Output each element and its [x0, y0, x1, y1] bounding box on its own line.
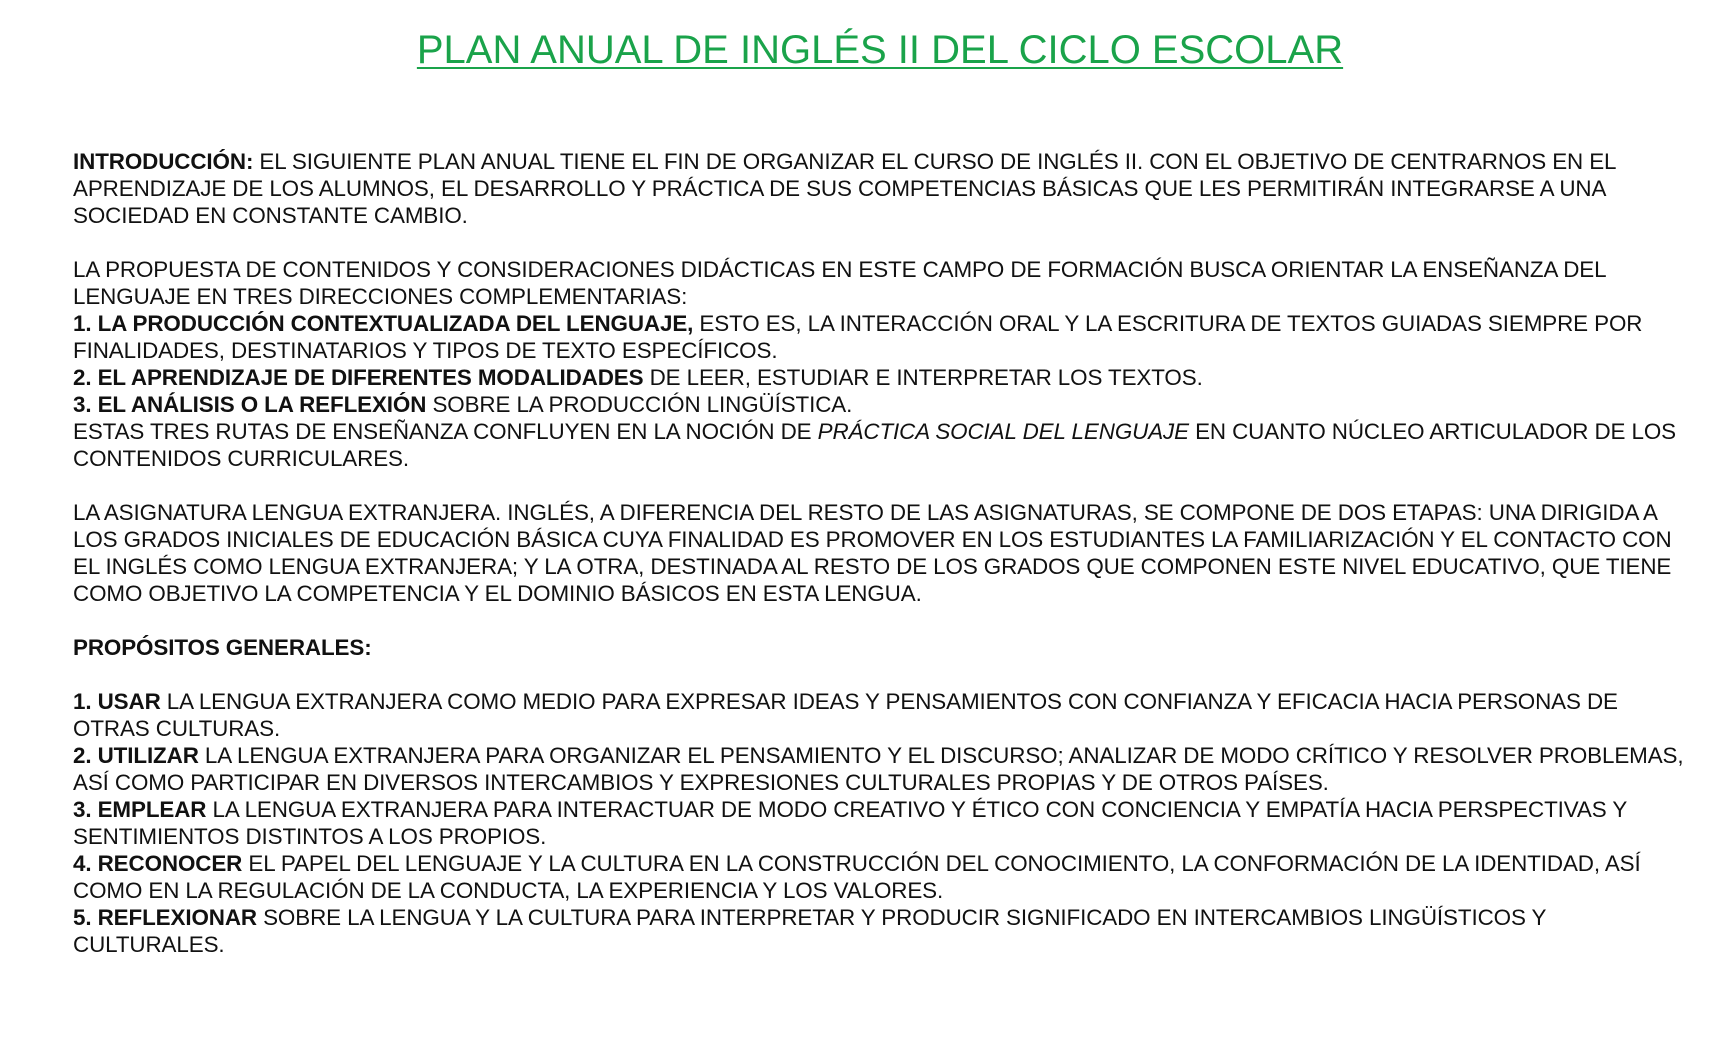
proposal-paragraph: LA PROPUESTA DE CONTENIDOS Y CONSIDERACIONES DIDÁCTICAS EN ESTE CAMPO DE FORMACIÓN BUSCA ORIENTAR LA ENSEÑANZA DEL LENGUAJE EN TRES DIRECCIONES COMPLEMENTARIAS:: [73, 257, 1606, 309]
purpose-item-text: LA LENGUA EXTRANJERA COMO MEDIO PARA EXPRESAR IDEAS Y PENSAMIENTOS CON CONFIANZA Y EFICACIA HACIA PERSONAS DE OTRAS CULTURAS.: [73, 689, 1618, 741]
purpose-item: [73, 796, 1693, 850]
document-body: [73, 148, 1693, 958]
paragraph-gap: [73, 229, 1693, 256]
intro-paragraph: [73, 148, 1693, 229]
routes-italic-term: PRÁCTICA SOCIAL DEL LENGUAJE: [817, 419, 1189, 444]
purpose-item-text: LA LENGUA EXTRANJERA PARA ORGANIZAR EL PENSAMIENTO Y EL DISCURSO; ANALIZAR DE MODO CRÍTICO Y RESOLVER PROBLEMAS, ASÍ COMO PARTICIPAR EN DIVERSOS INTERCAMBIOS Y EXPRESIONES CULTURALES PROPIAS Y DE OTROS PAÍSES.: [73, 743, 1684, 795]
page-title: PLAN ANUAL DE INGLÉS II DEL CICLO ESCOLAR: [416, 28, 1344, 72]
proposal-item: [73, 310, 1693, 364]
intro-label: INTRODUCCIÓN:: [73, 149, 254, 174]
proposal-item: [73, 391, 1693, 418]
purpose-item-text: SOBRE LA LENGUA Y LA CULTURA PARA INTERPRETAR Y PRODUCIR SIGNIFICADO EN INTERCAMBIOS LINGÜÍSTICOS Y CULTURALES.: [73, 905, 1546, 957]
proposal-item: [73, 364, 1693, 391]
proposal-item-label: 3. EL ANÁLISIS O LA REFLEXIÓN: [73, 392, 427, 417]
purpose-item: [73, 742, 1693, 796]
purpose-item-label: 3. EMPLEAR: [73, 797, 207, 822]
purpose-item-label: 4. RECONOCER: [73, 851, 243, 876]
subject-paragraph: LA ASIGNATURA LENGUA EXTRANJERA. INGLÉS, A DIFERENCIA DEL RESTO DE LAS ASIGNATURAS, SE COMPONE DE DOS ETAPAS: UNA DIRIGIDA A LOS GRADOS INICIALES DE EDUCACIÓN BÁSICA CUYA FINALIDAD ES PROMOVER EN LOS ESTUDIANTES LA FAMILIARIZACIÓN Y EL CONTACTO CON EL INGLÉS COMO LENGUA EXTRANJERA; Y LA OTRA, DESTINADA AL RESTO DE LOS GRADOS QUE COMPONEN ESTE NIVEL EDUCATIVO, QUE TIENE COMO OBJETIVO LA COMPETENCIA Y EL DOMINIO BÁSICOS EN ESTA LENGUA.: [73, 500, 1672, 606]
purpose-item-label: 5. REFLEXIONAR: [73, 905, 257, 930]
purpose-item-label: 2. UTILIZAR: [73, 743, 199, 768]
purpose-item-text: EL PAPEL DEL LENGUAJE Y LA CULTURA EN LA CONSTRUCCIÓN DEL CONOCIMIENTO, LA CONFORMACIÓN DE LA IDENTIDAD, ASÍ COMO EN LA REGULACIÓN DE LA CONDUCTA, LA EXPERIENCIA Y LOS VALORES.: [73, 851, 1641, 903]
routes-paragraph: [73, 418, 1693, 472]
paragraph-gap: [73, 607, 1693, 634]
proposal-item-text: ESTO ES, LA INTERACCIÓN ORAL Y LA ESCRITURA DE TEXTOS GUIADAS SIEMPRE POR FINALIDADES, DESTINATARIOS Y TIPOS DE TEXTO ESPECÍFICOS.: [73, 311, 1643, 363]
purposes-heading: [73, 634, 1693, 661]
paragraph-gap: [73, 661, 1693, 688]
proposal-item-text: DE LEER, ESTUDIAR E INTERPRETAR LOS TEXTOS.: [643, 365, 1203, 390]
proposal-item-text: SOBRE LA PRODUCCIÓN LINGÜÍSTICA.: [426, 392, 853, 417]
purpose-item-text: LA LENGUA EXTRANJERA PARA INTERACTUAR DE MODO CREATIVO Y ÉTICO CON CONCIENCIA Y EMPATÍA HACIA PERSPECTIVAS Y SENTIMIENTOS DISTINTOS A LOS PROPIOS.: [73, 797, 1627, 849]
purpose-item: [73, 850, 1693, 904]
routes-text-before: ESTAS TRES RUTAS DE ENSEÑANZA CONFLUYEN EN LA NOCIÓN DE: [73, 419, 818, 444]
purpose-item-label: 1. USAR: [73, 689, 161, 714]
paragraph-gap: [73, 472, 1693, 499]
purpose-item: [73, 904, 1693, 958]
purpose-item: [73, 688, 1693, 742]
routes-text-after: EN CUANTO NÚCLEO ARTICULADOR DE LOS CONTENIDOS CURRICULARES.: [73, 419, 1676, 471]
proposal-item-label: 1. LA PRODUCCIÓN CONTEXTUALIZADA DEL LENGUAJE,: [73, 311, 694, 336]
intro-text: EL SIGUIENTE PLAN ANUAL TIENE EL FIN DE ORGANIZAR EL CURSO DE INGLÉS II. CON EL OBJETIVO DE CENTRARNOS EN EL APRENDIZAJE DE LOS ALUMNOS, EL DESARROLLO Y PRÁCTICA DE SUS COMPETENCIAS BÁSICAS QUE LES PERMITIRÁN INTEGRARSE A UNA SOCIEDAD EN CONSTANTE CAMBIO.: [73, 149, 1616, 228]
purposes-heading-text: PROPÓSITOS GENERALES:: [73, 635, 372, 660]
proposal-item-label: 2. EL APRENDIZAJE DE DIFERENTES MODALIDADES: [73, 365, 644, 390]
